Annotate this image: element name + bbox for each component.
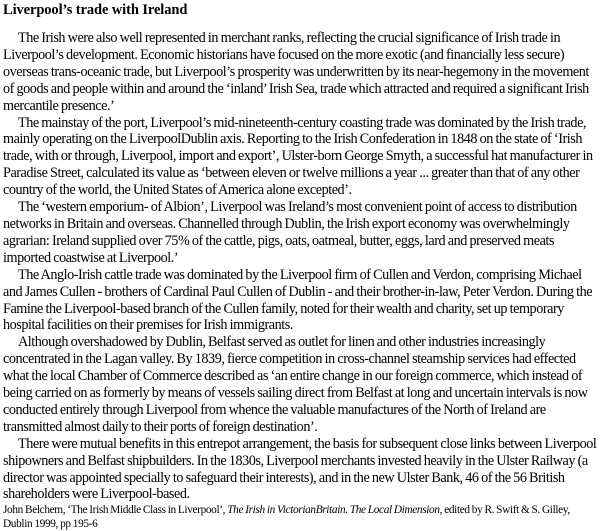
paragraph-cattle-trade: The Anglo-Irish cattle trade was dominated by the Liverpool firm of Cullen and Verdon, comprising Michael and James Cullen - brothers of Cardinal Paul Cullen of Dublin - and their brother-in-law, Peter Verdon. During the Famine the Liverpool-based branch of the Cullen family, noted for their wealth and charity, set up temporary hospital facilities on their premises for Irish immigrants. — [3, 266, 593, 334]
document-title: Liverpool’s trade with Ireland — [3, 2, 188, 18]
citation-prefix: John Belchem, ‘The Irish Middle Class in Liverpool’, — [3, 504, 228, 517]
paragraph-coasting-trade: The mainstay of the port, Liverpool’s mid-nineteenth-century coasting trade was dominated by the Irish trade, mainly operating on the LiverpoolDublin axis. Reporting to the Irish Confederation in 1848 on the state of ‘Irish trade, with or through, Liverpool, import and export’, Ulster-born George Smyth, a successful hat manufacturer in Paradise Street, calculated its value as ‘between eleven or twelve millions a year ... greater than that of any other country of the world, the United States of America alone excepted’. — [3, 114, 593, 199]
citation — [3, 504, 600, 531]
citation-book-title: The Irish in VictorianBritain. The Local Dimension — [227, 504, 440, 517]
citation-suffix: , edited by R. Swift & S. Gilley, Dublin 1999, pp 195-6 — [3, 504, 570, 530]
paragraph-irish-merchants: The Irish were also well represented in merchant ranks, reflecting the crucial significance of Irish trade in Liverpool’s development. Economic historians have focused on the more exotic (and financially less secure) overseas trans-oceanic trade, but Liverpool’s prosperity was underwritten by its near-hegemony in the movement of goods and people within and around the ‘inland’ Irish Sea, trade which attracted and required a significant Irish mercantile presence.’ — [3, 30, 589, 114]
paragraph-mutual-benefits: There were mutual benefits in this entrepot arrangement, the basis for subsequent close links between Liverpool shipowners and Belfast shipbuilders. In the 1830s, Liverpool merchants invested heavily in the Ulster Railway (a director was appointed specially to safeguard their interests), and in the new Ulster Bank, 46 of the 56 British shareholders were Liverpool-based. — [3, 435, 597, 503]
paragraph-western-emporium: The ‘western emporium- of Albion’, Liverpool was Ireland’s most convenient point of access to distribution networks in Britain and overseas. Channelled through Dublin, the Irish export economy was overwhelmingly agrarian: Ireland supplied over 75% of the cattle, pigs, oats, oatmeal, butter, eggs, lard and preserved meats imported coastwise at Liverpool.’ — [3, 199, 577, 266]
paragraph-belfast: Although overshadowed by Dublin, Belfast served as outlet for linen and other industries increasingly concentrated in the Lagan valley. By 1839, fierce competition in cross-channel steamship services had effected what the local Chamber of Commerce described as ‘an entire change in our foreign commerce, which instead of being carried on as formerly by means of vessels sailing direct from Belfast at long and uncertain intervals is now conducted entirely through Liverpool from whence the valuable manufactures of the North of Ireland are transmitted almost daily to their ports of foreign destination’. — [3, 334, 588, 435]
